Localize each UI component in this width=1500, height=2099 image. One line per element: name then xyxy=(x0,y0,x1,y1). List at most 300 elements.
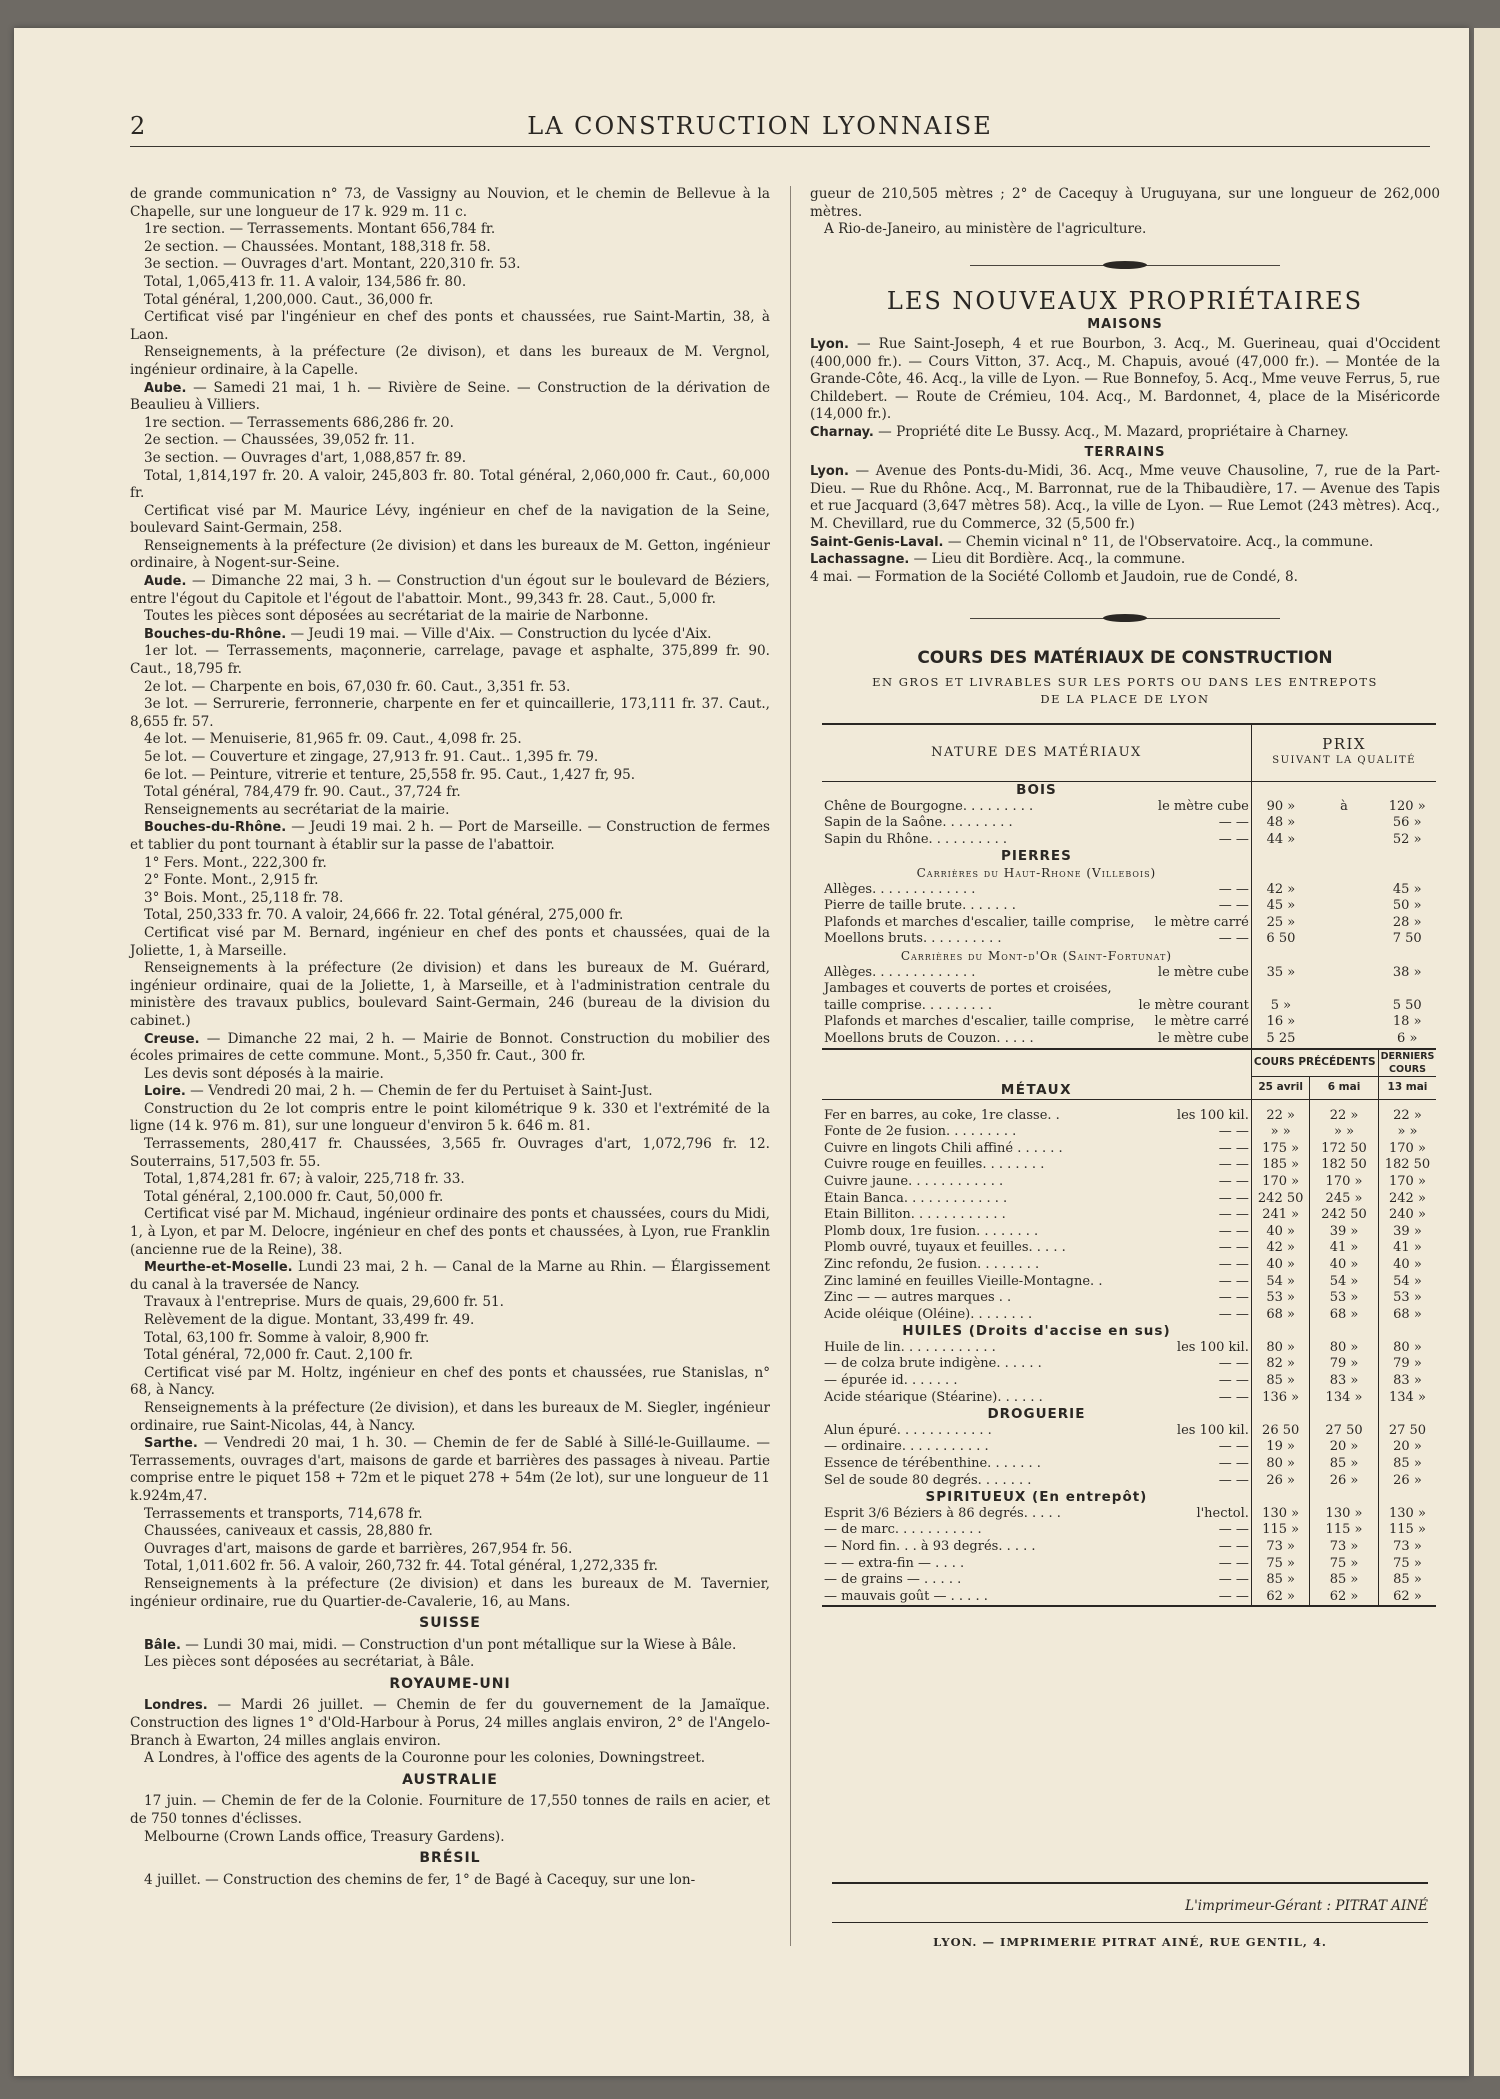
prix-label: PRIX xyxy=(1322,735,1367,754)
table-cell: Sapin de la Saône. . . . . . . . . xyxy=(824,815,1013,831)
paragraph xyxy=(130,1259,770,1294)
paragraph xyxy=(130,1031,770,1066)
table-row xyxy=(822,1556,1436,1573)
table-cell: Sel de soude 80 degrés. . . . . . . xyxy=(824,1472,1032,1488)
paragraph-text: A Londres, à l'office des agents de la Couronne pour les colonies, Downingstreet. xyxy=(144,1750,706,1767)
table-row xyxy=(822,1439,1436,1456)
newspaper-page xyxy=(14,28,1469,2076)
paragraph xyxy=(810,186,1440,221)
table-cell: 53 » xyxy=(1310,1290,1378,1307)
paragraph-text: Ouvrages d'art, maisons de garde et barrières, 267,954 fr. 56. xyxy=(144,1540,573,1557)
table-cell: Fonte de 2e fusion. . . . . . . . . xyxy=(824,1124,1017,1140)
table-cell xyxy=(1378,948,1436,965)
table-cell: DROGUERIE xyxy=(987,1406,1086,1423)
table-cell: 28 » xyxy=(1392,914,1422,930)
paragraph-text: Toutes les pièces sont déposées au secrétariat de la mairie de Narbonne. xyxy=(144,608,649,625)
paragraph xyxy=(130,256,770,274)
table-cell: Alun épuré. . . . . . . . . . . . xyxy=(824,1422,992,1438)
table-cell xyxy=(1310,1014,1378,1031)
table-cell xyxy=(1310,898,1378,915)
table-cell: 26 50 xyxy=(1251,1423,1310,1440)
paragraph-text: 3e lot. — Serrurerie, ferronnerie, charpente en fer et quincaillerie, 173,111 fr. 37. Caut., 8,655 fr. 57. xyxy=(130,696,770,730)
paragraph-text: Certificat visé par l'ingénieur en chef des ponts et chaussées, rue Saint-Martin, 38, à Laon. xyxy=(130,309,770,343)
table-cell: 6 mai xyxy=(1310,1076,1378,1099)
table-cell xyxy=(1378,1406,1436,1423)
paragraph xyxy=(130,503,770,538)
materials-price-table xyxy=(822,723,1436,1609)
paragraph xyxy=(810,336,1440,424)
table-cell xyxy=(1251,981,1310,998)
table-cell: 83 » xyxy=(1310,1373,1378,1390)
table-row xyxy=(822,965,1436,982)
paragraph xyxy=(130,1206,770,1259)
table-cell: » » xyxy=(1251,1124,1310,1141)
table-cell: 38 » xyxy=(1392,964,1422,980)
place-name: Londres. xyxy=(144,1698,208,1714)
table-cell: à xyxy=(1340,798,1348,814)
table-cell: — — xyxy=(1218,1472,1249,1488)
category-row xyxy=(822,1406,1436,1423)
category-row xyxy=(822,865,1436,882)
table-cell: SPIRITUEUX (En entrepôt) xyxy=(925,1489,1148,1506)
paragraph xyxy=(130,1365,770,1400)
table-cell xyxy=(1251,1406,1310,1423)
paragraph xyxy=(130,344,770,379)
table-cell: 241 » xyxy=(1251,1207,1310,1224)
country-heading: BRÉSIL xyxy=(419,1850,481,1867)
table-cell: Cuivre rouge en feuilles. . . . . . . . xyxy=(824,1157,1045,1173)
table-cell xyxy=(1251,948,1310,965)
table-cell xyxy=(1251,1489,1310,1506)
country-heading: SUISSE xyxy=(419,1615,481,1632)
table-cell: 68 » xyxy=(1251,1307,1310,1324)
terrains-heading: TERRAINS xyxy=(1084,444,1166,460)
table-row xyxy=(822,815,1436,832)
table-row xyxy=(822,1224,1436,1241)
table-cell xyxy=(1310,931,1378,948)
table-cell: 130 » xyxy=(1378,1506,1436,1523)
table-cell xyxy=(1310,948,1378,965)
paragraph-text: 3° Bois. Mont., 25,118 fr. 78. xyxy=(144,889,344,906)
paragraph xyxy=(130,1576,770,1611)
paragraph xyxy=(130,872,770,890)
table-cell: 83 » xyxy=(1378,1373,1436,1390)
table-cell: 13 mai xyxy=(1378,1076,1436,1099)
paragraph-text: 2e lot. — Charpente en bois, 67,030 fr. 60. Caut., 3,351 fr. 53. xyxy=(144,678,571,695)
spacer-row xyxy=(822,1099,1436,1108)
table-cell: Moellons bruts de Couzon. . . . . xyxy=(824,1030,1034,1046)
table-cell: 242 » xyxy=(1378,1191,1436,1208)
ornament-divider-2 xyxy=(810,608,1440,630)
table-cell: — — xyxy=(1218,1173,1249,1189)
table-cell: 172 50 xyxy=(1310,1141,1378,1158)
table-cell: 19 » xyxy=(1251,1439,1310,1456)
cours-subtitle: EN GROS ET LIVRABLES SUR LES PORTS OU DANS LES ENTREPOTS xyxy=(872,674,1378,689)
imprimeur-gerant: L'imprimeur-Gérant : PITRAT AINÉ xyxy=(832,1882,1428,1914)
table-cell xyxy=(1378,865,1436,882)
paragraph-text: gueur de 210,505 mètres ; 2° de Cacequy à Uruguyana, sur une longueur de 262,000 mètres. xyxy=(810,186,1440,220)
paragraph xyxy=(130,855,770,873)
table-cell xyxy=(1310,782,1378,799)
paragraph xyxy=(130,415,770,433)
country-heading: AUSTRALIE xyxy=(402,1771,498,1788)
paragraph-text: Renseignements à la préfecture (2e division) et dans les bureaux de M. Getton, ingénieur ordinaire, à Nogent-sur-Seine. xyxy=(130,537,770,572)
page-header xyxy=(130,112,1430,142)
table-cell: Acide stéarique (Stéarine). . . . . . xyxy=(824,1389,1043,1405)
paragraph-text: 2e section. — Chaussées, 39,052 fr. 11. xyxy=(144,432,415,449)
column-divider xyxy=(790,186,791,1946)
table-cell: — — xyxy=(1218,1555,1249,1571)
table-row xyxy=(822,1589,1436,1607)
table-cell: 75 » xyxy=(1378,1556,1436,1573)
printer-line: LYON. — IMPRIMERIE PITRAT AINÉ, RUE GENTIL, 4. xyxy=(832,1922,1428,1949)
paragraph-text: — Vendredi 20 mai, 2 h. — Chemin de fer du Pertuiset à Saint-Just. xyxy=(185,1083,653,1100)
table-cell: — — xyxy=(1218,881,1249,897)
table-cell: 45 » xyxy=(1392,881,1422,897)
table-cell: 54 » xyxy=(1310,1274,1378,1291)
table-cell: 22 » xyxy=(1310,1108,1378,1125)
table-row xyxy=(822,799,1436,816)
table-cell: 170 » xyxy=(1251,1174,1310,1191)
table-cell: 115 » xyxy=(1310,1522,1378,1539)
paragraph-text: — Mardi 26 juillet. — Chemin de fer du gouvernement de la Jamaïque. Construction des lignes 1° d'Old-Harbour à Porus, 24 milles anglais environ, 2° de l'Angelo-Branch à Ewarton, 24 milles anglais environ. xyxy=(130,1697,770,1749)
table-cell xyxy=(1310,965,1378,982)
table-row xyxy=(822,1539,1436,1556)
table-cell: 240 » xyxy=(1378,1207,1436,1224)
paragraph-text: — Avenue des Ponts-du-Midi, 36. Acq., Mme veuve Chausoline, 7, rue de la Part-Dieu. — Rue du Rhône. Acq., M. Barronnat, rue de la Thibaudière, 17. — Avenue des Tapis et rue Jacquard (3,647 mètres 58). Acq., la ville de Lyon. — Rue Lemot (243 mètres). Acq., M. Chevillard, rue du Commerce, 32 (5,500 fr.) xyxy=(810,463,1440,532)
table-cell xyxy=(1251,782,1310,799)
paragraph-text: Certificat visé par M. Bernard, ingénieur en chef des ponts et chaussées, quai de la Joliette, 1, à Marseille. xyxy=(130,924,770,959)
table-row xyxy=(822,931,1436,948)
paragraph xyxy=(130,1872,770,1890)
paragraph-text: Renseignements, à la préfecture (2e divison), et dans les bureaux de M. Vergnol, ingénieur ordinaire, à la Capelle. xyxy=(130,344,770,378)
table-cell xyxy=(1310,1099,1378,1108)
place-name: Bâle. xyxy=(144,1637,181,1653)
table-row xyxy=(822,1174,1436,1191)
paragraph xyxy=(130,1435,770,1505)
paragraph-text: Melbourne (Crown Lands office, Treasury Gardens). xyxy=(144,1828,505,1845)
paragraph xyxy=(130,432,770,450)
paragraph-text: Total général, 1,200,000. Caut., 36,000 fr. xyxy=(144,291,434,308)
table-cell: 39 » xyxy=(1310,1224,1378,1241)
paragraph-text: Renseignements à la préfecture (2e division) et dans les bureaux de M. Tavernier, ingénieur ordinaire, rue du Quartier-de-Cavalerie, 16, au Mans. xyxy=(130,1575,770,1610)
table-cell: 40 » xyxy=(1310,1257,1378,1274)
paragraph-text: — Vendredi 20 mai, 1 h. 30. — Chemin de fer de Sablé à Sillé-le-Guillaume. — Terrassements, ouvrages d'art, maisons de garde et barrières des passages à niveau. Partie comprise entre le piquet 158 + 72m et le piquet 278 + 54m (2e lot), sur une longueur de 11 k.924m,47. xyxy=(130,1435,770,1504)
table-row xyxy=(822,1290,1436,1307)
paragraph-text: 4 mai. — Formation de la Société Collomb et Jaudoin, rue de Condé, 8. xyxy=(810,568,1299,585)
table-cell: HUILES (Droits d'accise en sus) xyxy=(902,1323,1171,1340)
paragraph xyxy=(130,1558,770,1576)
paragraph-text: Total, 250,333 fr. 70. A valoir, 24,666 fr. 22. Total général, 275,000 fr. xyxy=(144,907,624,924)
place-name: Creuse. xyxy=(144,1031,200,1047)
table-cell: 26 » xyxy=(1251,1473,1310,1490)
table-cell xyxy=(1251,1323,1310,1340)
paragraph-text: Total général, 784,479 fr. 90. Caut., 37,724 fr. xyxy=(144,784,461,801)
table-cell: 62 » xyxy=(1378,1589,1436,1607)
table-cell: le mètre carré xyxy=(1154,1014,1249,1030)
table-cell: — — xyxy=(1218,1290,1249,1306)
table-cell: 42 » xyxy=(1251,1240,1310,1257)
table-cell: — — xyxy=(1218,1157,1249,1173)
table-cell: — — xyxy=(1218,1240,1249,1256)
paragraph-text: 3e section. — Ouvrages d'art. Montant, 220,310 fr. 53. xyxy=(144,256,521,273)
table-cell: taille comprise. . . . . . . . . xyxy=(824,997,993,1013)
table-cell: 242 50 xyxy=(1251,1191,1310,1208)
table-cell xyxy=(1310,848,1378,865)
table-cell: les 100 kil. xyxy=(1176,1422,1249,1438)
paragraph xyxy=(130,1400,770,1435)
cours-subtitle-2: DE LA PLACE DE LYON xyxy=(1040,692,1210,707)
paragraph-text: Certificat visé par M. Maurice Lévy, ingénieur en chef de la navigation de la Seine, boulevard Saint-Germain, 258. xyxy=(130,502,770,537)
table-cell: 62 » xyxy=(1310,1589,1378,1607)
paragraph-text: Les devis sont déposés à la mairie. xyxy=(144,1065,384,1082)
paragraph xyxy=(130,679,770,697)
paragraph xyxy=(130,907,770,925)
table-row xyxy=(822,898,1436,915)
table-cell: 22 » xyxy=(1251,1108,1310,1125)
table-row xyxy=(822,981,1436,998)
table-cell: 18 » xyxy=(1392,1014,1422,1030)
table-cell: les 100 kil. xyxy=(1176,1339,1249,1355)
paragraph xyxy=(130,538,770,573)
table-cell: 68 » xyxy=(1310,1307,1378,1324)
table-row xyxy=(822,1124,1436,1141)
category-row xyxy=(822,1489,1436,1506)
paragraph xyxy=(810,424,1440,442)
table-bottom-row xyxy=(822,1606,1436,1609)
paragraph xyxy=(130,221,770,239)
country-heading: ROYAUME-UNI xyxy=(389,1675,511,1692)
place-name: Charnay. xyxy=(810,424,874,440)
table-cell: — — extra-fin — . . . . xyxy=(824,1555,965,1571)
table-cell: Carrières du Haut-Rhone (Villebois) xyxy=(916,866,1157,881)
right-column xyxy=(810,186,1440,1609)
table-cell: Allèges. . . . . . . . . . . . . xyxy=(824,881,976,897)
table-cell: 115 » xyxy=(1251,1522,1310,1539)
table-cell: 79 » xyxy=(1378,1356,1436,1373)
maisons-list xyxy=(810,336,1440,442)
table-cell: 56 » xyxy=(1392,815,1422,831)
table-cell: — — xyxy=(1218,1356,1249,1372)
table-cell: 53 » xyxy=(1251,1290,1310,1307)
table-cell: 136 » xyxy=(1251,1390,1310,1407)
ornament-divider xyxy=(810,255,1440,277)
paragraph-text: Relèvement de la digue. Montant, 33,499 fr. 49. xyxy=(144,1312,475,1328)
table-row xyxy=(822,1423,1436,1440)
paragraph-text: 3e section. — Ouvrages d'art, 1,088,857 fr. 89. xyxy=(144,449,467,466)
table-cell xyxy=(822,1099,1251,1108)
table-cell xyxy=(1310,915,1378,932)
paragraph xyxy=(130,1189,770,1207)
paragraph-text: Renseignements à la préfecture (2e division) et dans les bureaux de M. Guérard, ingénieur ordinaire, quai de la Joliette, 1, à Marseille, et à l'administration centrale du ministère des travaux publics, boulevard Saint-Germain, 246 (bureau de la division du cabinet.) xyxy=(130,960,770,1029)
paragraph xyxy=(130,1294,770,1312)
place-name: Aube. xyxy=(144,380,187,396)
table-cell: le mètre cube xyxy=(1157,964,1249,980)
table-cell: — — xyxy=(1218,1207,1249,1223)
table-cell: 35 » xyxy=(1251,965,1310,982)
table-cell: Plafonds et marches d'escalier, taille comprise, xyxy=(824,914,1135,930)
table-cell: 41 » xyxy=(1378,1240,1436,1257)
table-cell: Fer en barres, au coke, 1re classe. . xyxy=(824,1107,1060,1123)
table-cell: 62 » xyxy=(1251,1589,1310,1607)
proprietaires-title: LES NOUVEAUX PROPRIÉTAIRES xyxy=(886,286,1364,315)
table-cell: 73 » xyxy=(1251,1539,1310,1556)
table-cell: 170 » xyxy=(1310,1174,1378,1191)
table-cell: Carrières du Mont-d'Or (Saint-Fortunat) xyxy=(900,949,1173,963)
category-row xyxy=(822,1323,1436,1340)
table-cell: Zinc refondu, 2e fusion. . . . . . . . xyxy=(824,1256,1040,1272)
table-cell xyxy=(1310,998,1378,1015)
table-cell: 80 » xyxy=(1378,1340,1436,1357)
table-cell: — épurée id. . . . . . . xyxy=(824,1373,958,1389)
paragraph xyxy=(130,608,770,626)
paragraph-text: Chaussées, caniveaux et cassis, 28,880 fr. xyxy=(144,1523,433,1540)
table-cell: 80 » xyxy=(1251,1340,1310,1357)
paragraph xyxy=(130,274,770,292)
table-cell: 79 » xyxy=(1310,1356,1378,1373)
table-cell: BOIS xyxy=(1016,782,1057,799)
paragraph-text: Total, 1,065,413 fr. 11. A valoir, 134,586 fr. 80. xyxy=(144,273,467,290)
table-cell: — mauvais goût — . . . . . xyxy=(824,1588,988,1604)
table-row xyxy=(822,1108,1436,1125)
table-cell: 48 » xyxy=(1251,815,1310,832)
paragraph-text: Renseignements à la préfecture (2e division), et dans les bureaux de M. Siegler, ingénieur ordinaire, rue Saint-Nicolas, 44, à Nancy. xyxy=(130,1399,770,1434)
paragraph xyxy=(810,463,1440,533)
table-cell: 26 » xyxy=(1378,1473,1436,1490)
paragraph xyxy=(130,573,770,608)
metaux-header-row xyxy=(822,1049,1436,1077)
paragraph xyxy=(130,1171,770,1189)
paragraph-text: Total, 1,874,281 fr. 67; à valoir, 225,718 fr. 33. xyxy=(144,1171,465,1188)
table-cell: Huile de lin. . . . . . . . . . . . xyxy=(824,1339,996,1355)
table-cell: 68 » xyxy=(1378,1307,1436,1324)
table-cell: 50 » xyxy=(1392,898,1422,914)
table-cell: 73 » xyxy=(1310,1539,1378,1556)
table-row xyxy=(822,1473,1436,1490)
table-row xyxy=(822,1506,1436,1523)
table-cell: 85 » xyxy=(1251,1373,1310,1390)
table-cell: 182 50 xyxy=(1378,1157,1436,1174)
table-row xyxy=(822,1157,1436,1174)
table-cell: 52 » xyxy=(1392,831,1422,847)
paragraph-text: — Samedi 21 mai, 1 h. — Rivière de Seine. — Construction de la dérivation de Beaulieu à Villiers. xyxy=(130,379,770,414)
table-cell: — — xyxy=(1218,1539,1249,1554)
table-cell: Etain Billiton. . . . . . . . . . . . xyxy=(824,1207,1006,1223)
paragraph xyxy=(130,1312,770,1330)
table-row xyxy=(822,1572,1436,1589)
table-cell: 73 » xyxy=(1378,1539,1436,1556)
table-row xyxy=(822,998,1436,1015)
paragraph xyxy=(130,731,770,749)
paragraph xyxy=(130,696,770,731)
paragraph-text: — Rue Saint-Joseph, 4 et rue Bourbon, 3. Acq., M. Guerineau, quai d'Occident (400,000 fr.). — Cours Vitton, 37. Acq., M. Chapuis, avoué (47,000 fr.). — Montée de la Grande-Côte, 46. Acq., la ville de Lyon. — Rue Bonnefoy, 5. Acq., Mme veuve Ferrus, 5, rue Childebert. — Route de Crémieu, 104. Acq., M. Bardonnet, 4, place de la Miséricorde (14,000 fr.). xyxy=(810,335,1440,423)
table-cell: Allèges. . . . . . . . . . . . . xyxy=(824,964,976,980)
table-row xyxy=(822,1014,1436,1031)
paragraph-text: 2e section. — Chaussées. Montant, 188,318 fr. 58. xyxy=(144,238,491,255)
table-cell xyxy=(1310,832,1378,849)
table-cell: 130 » xyxy=(1251,1506,1310,1523)
table-cell: — — xyxy=(1218,1373,1249,1389)
table-cell: Pierre de taille brute. . . . . . . xyxy=(824,898,1016,914)
table-cell: 20 » xyxy=(1378,1439,1436,1456)
table-row xyxy=(822,1307,1436,1324)
paragraph-text: Certificat visé par M. Michaud, ingénieur ordinaire des ponts et chaussées, cours du Midi, 1, à Lyon, et par M. Delocre, ingénieur en chef des ponts et chaussées, à Lyon, rue Franklin (ancienne rue de la Reine), 38. xyxy=(130,1206,770,1258)
cours-title: COURS DES MATÉRIAUX DE CONSTRUCTION xyxy=(917,648,1333,669)
paragraph-text: Construction du 2e lot compris entre le point kilométrique 9 k. 330 et l'extrémité de la ligne (14 k. 976 m. 81), sur une longueur d'environ 5 k. 646 m. 81. xyxy=(130,1100,770,1135)
table-cell: — — xyxy=(1218,1124,1249,1140)
paragraph xyxy=(130,1541,770,1559)
table-cell: 25 » xyxy=(1251,915,1310,932)
table-cell: — Nord fin. . . à 93 degrés. . . . . xyxy=(824,1539,1036,1554)
paragraph xyxy=(130,925,770,960)
paragraph-text: 6e lot. — Peinture, vitrerie et tenture, 25,558 fr. 95. Caut., 1,427 fr, 95. xyxy=(144,766,636,783)
table-cell: DERNIERS COURS xyxy=(1378,1049,1436,1077)
table-row xyxy=(822,1356,1436,1373)
table-cell xyxy=(1310,1031,1378,1049)
cours-section xyxy=(810,650,1440,1609)
paragraph-text: Total, 1,011.602 fr. 56. A valoir, 260,732 fr. 44. Total général, 1,272,335 fr. xyxy=(144,1558,658,1575)
page-number: 2 xyxy=(130,112,146,140)
table-cell: 115 » xyxy=(1378,1522,1436,1539)
paragraph xyxy=(130,292,770,310)
paragraph-text: Certificat visé par M. Holtz, ingénieur en chef des ponts et chaussées, rue Stanislas, n° 68, à Nancy. xyxy=(130,1364,770,1399)
table-cell: 134 » xyxy=(1310,1390,1378,1407)
place-name: Aude. xyxy=(144,574,187,590)
table-cell xyxy=(1378,782,1436,799)
table-cell: Plomb ouvré, tuyaux et feuilles. . . . . xyxy=(824,1240,1066,1256)
paragraph-text: Total général, 72,000 fr. Caut. 2,100 fr. xyxy=(144,1347,414,1364)
table-cell: 45 » xyxy=(1251,898,1310,915)
place-name: Lyon. xyxy=(810,336,849,352)
header-rule xyxy=(130,146,1430,147)
table-cell: 85 » xyxy=(1378,1456,1436,1473)
paragraph-text: 4e lot. — Menuiserie, 81,965 fr. 09. Caut., 4,098 fr. 25. xyxy=(144,731,522,748)
table-cell: 6 50 xyxy=(1251,931,1310,948)
paragraph xyxy=(810,569,1440,587)
table-cell: 5 » xyxy=(1251,998,1310,1015)
table-cell xyxy=(1310,1323,1378,1340)
bresil-continued xyxy=(810,186,1440,239)
table-row xyxy=(822,1373,1436,1390)
table-cell: 120 » xyxy=(1388,798,1426,814)
paragraph-text: 2° Fonte. Mont., 2,915 fr. xyxy=(144,872,319,889)
table-cell: — — xyxy=(1218,1273,1249,1289)
table-cell: le mètre cube xyxy=(1157,1030,1249,1046)
table-cell: 170 » xyxy=(1378,1141,1436,1158)
table-cell: les 100 kil. xyxy=(1176,1107,1249,1123)
table-cell: 85 » xyxy=(1251,1572,1310,1589)
table-cell: 75 » xyxy=(1310,1556,1378,1573)
table-cell: 27 50 xyxy=(1378,1423,1436,1440)
paragraph xyxy=(130,1697,770,1750)
paragraph-text: — Jeudi 19 mai. 2 h. — Port de Marseille. — Construction de fermes et tablier du pont tournant à établir sur la passe de l'abattoir. xyxy=(130,819,770,853)
table-cell: — de grains — . . . . . xyxy=(824,1572,962,1588)
table-cell xyxy=(822,1606,1436,1609)
prix-header xyxy=(1251,724,1436,782)
table-cell: — — xyxy=(1218,1140,1249,1156)
place-name: Loire. xyxy=(144,1084,186,1100)
paragraph-text: A Rio-de-Janeiro, au ministère de l'agriculture. xyxy=(824,221,1147,238)
table-cell: Chêne de Bourgogne. . . . . . . . . xyxy=(824,798,1034,814)
paragraph-text: Terrassements, 280,417 fr. Chaussées, 3,565 fr. Ouvrages d'art, 1,072,796 fr. 12. Souterrains, 517,503 fr. 55. xyxy=(130,1136,770,1170)
place-name: Sarthe. xyxy=(144,1436,198,1452)
table-cell: PIERRES xyxy=(1000,848,1072,865)
table-cell: 27 50 xyxy=(1310,1423,1378,1440)
paragraph-text: 1re section. — Terrassements 686,286 fr. 20. xyxy=(144,414,454,431)
paragraph xyxy=(130,468,770,503)
table-cell xyxy=(1251,865,1310,882)
table-cell: — — xyxy=(1218,1223,1249,1239)
